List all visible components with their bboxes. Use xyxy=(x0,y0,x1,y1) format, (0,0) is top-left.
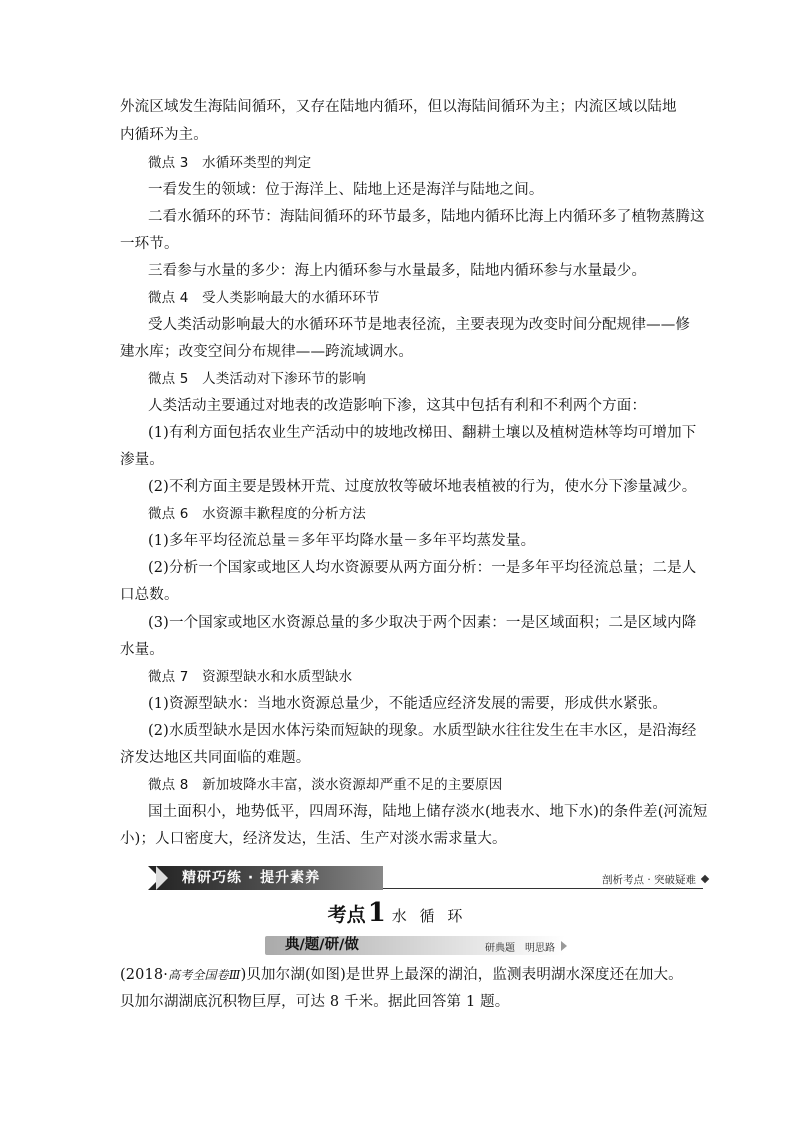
section-heading: 微点 6 水资源丰歉程度的分析方法 xyxy=(148,506,366,522)
section-heading: 微点 3 水循环类型的判定 xyxy=(148,155,312,171)
paragraph-line: (1)多年平均径流总量＝多年平均降水量－多年平均蒸发量。 xyxy=(148,533,536,549)
paragraph-line: 渗量。 xyxy=(120,452,164,468)
banner-subtitle: 剖析考点 · 突破疑难 xyxy=(601,874,696,886)
paragraph-line: 济发达地区共同面临的难题。 xyxy=(120,750,311,766)
paragraph-line: 受人类活动影响最大的水循环环节是地表径流，主要表现为改变时间分配规律——修 xyxy=(148,317,691,333)
banner-title: 精研巧练 · 提升素养 xyxy=(182,870,321,886)
paragraph-line: (1)资源型缺水：当地水资源总量少，不能适应经济发展的需要，形成供水紧张。 xyxy=(148,696,668,712)
question-text: )贝加尔湖(如图)是世界上最深的湖泊，监测表明湖水深度还在加大。 xyxy=(240,967,683,983)
paragraph-line: 水量。 xyxy=(120,642,164,658)
arrow-right-icon xyxy=(561,941,567,951)
sub-banner-note: 研典题 明思路 xyxy=(485,943,555,954)
paragraph-line: 人类活动主要通过对地表的改造影响下渗，这其中包括有利和不利两个方面： xyxy=(148,398,647,414)
paragraph-line: (2)不利方面主要是毁林开荒、过度放牧等破坏地表植被的行为，使水分下渗量减少。 xyxy=(148,479,697,495)
section-heading: 微点 8 新加坡降水丰富，淡水资源却严重不足的主要原因 xyxy=(148,777,503,793)
question-source-exam: 高考全国卷Ⅲ xyxy=(168,968,241,982)
question-line: 贝加尔湖湖底沉积物巨厚，可达 8 千米。据此回答第 1 题。 xyxy=(120,994,510,1010)
section-heading: 微点 4 受人类影响最大的水循环环节 xyxy=(148,290,380,306)
paragraph-line: 内循环为主。 xyxy=(120,127,208,143)
diamond-icon xyxy=(701,875,709,883)
paragraph-line: 一看发生的领域：位于海洋上、陆地上还是海洋与陆地之间。 xyxy=(148,182,544,198)
paragraph-line: 三看参与水量的多少：海上内循环参与水量最多，陆地内循环参与水量最少。 xyxy=(148,263,647,279)
sub-banner-title: 典/题/研/做 xyxy=(285,937,359,953)
paragraph-line: (3)一个国家或地区水资源总量的多少取决于两个因素：一是区域面积；二是区域内降 xyxy=(148,615,697,631)
question-source-year: (2018· xyxy=(120,967,169,983)
question-line xyxy=(120,966,683,984)
divider xyxy=(383,888,703,889)
section-heading: 微点 7 资源型缺水和水质型缺水 xyxy=(148,669,353,685)
paragraph-line: 小)；人口密度大，经济发达，生活、生产对淡水需求量大。 xyxy=(120,831,507,847)
topic-heading xyxy=(0,898,794,928)
paragraph-line: 国土面积小，地势低平，四周环海，陆地上储存淡水(地表水、地下水)的条件差(河流短 xyxy=(148,804,708,820)
paragraph-line: 二看水循环的环节：海陆间循环的环节最多，陆地内循环比海上内循环多了植物蒸腾这 xyxy=(148,209,705,225)
paragraph-line: 外流区域发生海陆间循环，又存在陆地内循环，但以海陆间循环为主；内流区域以陆地 xyxy=(120,99,677,115)
paragraph-line: 一环节。 xyxy=(120,236,179,252)
paragraph-line: 建水库；改变空间分布规律——跨流域调水。 xyxy=(120,344,413,360)
topic-label: 考点 xyxy=(327,904,366,926)
paragraph-line: (2)分析一个国家或地区人均水资源要从两方面分析：一是多年平均径流总量；二是人 xyxy=(148,560,697,576)
topic-number: 1 xyxy=(367,898,386,928)
sub-banner xyxy=(255,936,567,956)
paragraph-line: (1)有利方面包括农业生产活动中的坡地改梯田、翻耕土壤以及植树造林等均可增加下 xyxy=(148,425,697,441)
chevron-icon xyxy=(156,866,168,890)
paragraph-line: 口总数。 xyxy=(120,587,179,603)
topic-title: 水 循 环 xyxy=(391,907,467,925)
section-banner xyxy=(148,866,708,890)
section-heading: 微点 5 人类活动对下渗环节的影响 xyxy=(148,371,366,387)
paragraph-line: (2)水质型缺水是因水体污染而短缺的现象。水质型缺水往往发生在丰水区，是沿海经 xyxy=(148,723,697,739)
